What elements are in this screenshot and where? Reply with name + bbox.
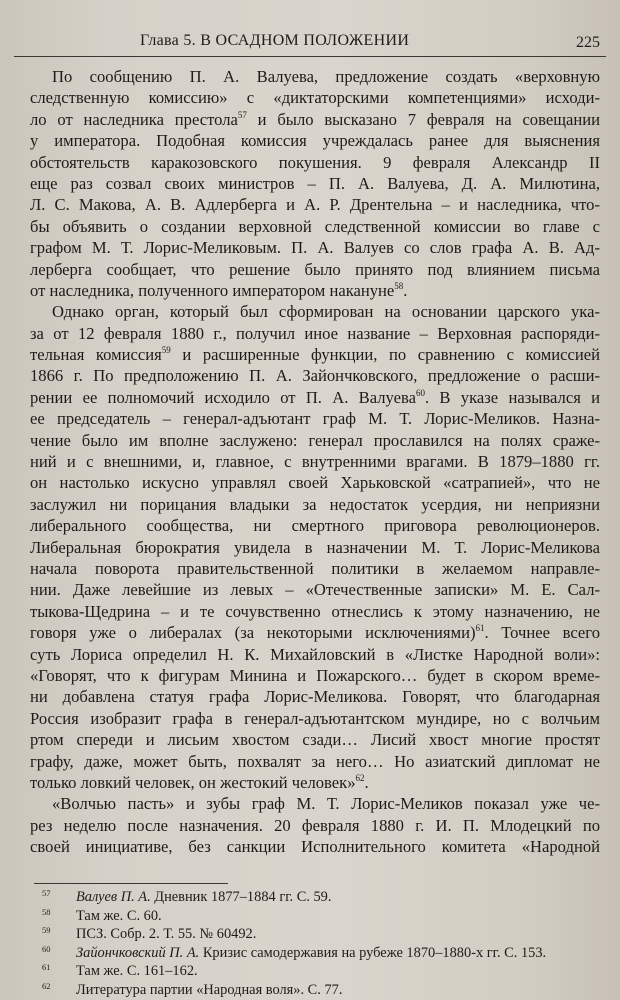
footnote-mark: 62 [355, 772, 365, 783]
text-line: ни добавлена статуя графа Лорис-Меликова. Говорят, что благодарная [30, 687, 600, 707]
page-number: 225 [576, 34, 600, 51]
text-line: чение было им вполне заслужено: генерал прославился на полях сраже- [30, 430, 600, 450]
text-line: начала поворота правительственной политики в желаемом направле- [30, 558, 600, 578]
footnote-mark: 60 [415, 387, 425, 398]
footnote-text: Дневник 1877–1884 гг. С. 59. [150, 889, 332, 905]
text-line: тельная комиссия$^{59}$ и расширенные функции, по сравнению с комиссией [30, 345, 600, 365]
text-line: «Говорят, что к фигурам Минина и Пожарского… будет в скором време- [30, 665, 600, 685]
text-line: графом М. Т. Лорис-Меликовым. П. А. Валуев со слов графа А. В. Ад- [30, 238, 600, 258]
text-line: говоря уже о либералах (за некоторыми исключениями)$^{61}$. Точнее всего [30, 623, 600, 643]
footnote: 62 Литература партии «Народная воля». С. 77. [42, 980, 343, 998]
text-line: обстоятельств каракозовского покушения. 9 февраля Александр II [30, 152, 600, 172]
text-line: он настолько искусно управлял своей Харьковской «сатрапией», что не [30, 473, 600, 493]
text-line: По сообщению П. А. Валуева, предложение создать «верховную [52, 67, 600, 86]
footnote-text: Литература партии «Народная воля». С. 77. [76, 981, 343, 998]
text-line: рении ее полномочий исходило от П. А. Валуева$^{60}$. В указе назывался и [30, 387, 600, 407]
text-line: тыкова-Щедрина – и те сочувственно отнеслись к этому назначению, не [30, 601, 600, 621]
text-line: либерального сообщества, ни смертного приговора революционеров. [30, 516, 600, 536]
text-line: следственную комиссию» с «диктаторскими компетенциями» исходи- [30, 88, 600, 108]
text-line: Л. С. Макова, А. В. Адлерберга и А. Р. Дрентельна – и наследника, что- [30, 195, 600, 215]
text-line: у императора. Подобная комиссия учреждалась ранее для выяснения [30, 131, 600, 151]
text-line: только ловкий человек, он жестокий человек»$^{62}$. [30, 772, 369, 792]
footnote-text: Там же. С. 60. [76, 907, 162, 924]
text-line: графу, даже, может быть, похвалят за него… Но азиатский дипломат не [30, 751, 600, 771]
footnote-divider [34, 883, 228, 884]
main-text [30, 66, 600, 857]
footnote-text: ПСЗ. Собр. 2. Т. 55. № 60492. [76, 926, 257, 943]
text-line: за от 12 февраля 1880 г., получил иное название – Верховная распоряди- [30, 323, 600, 343]
text-line: 1866 г. По предположению П. А. Зайончковского, предложение о расши- [30, 366, 600, 386]
footnote-author: Валуев П. А. [76, 889, 151, 905]
text-line: Россия изобразит графа в генерал-адъютантском мундире, но с волчьим [30, 708, 600, 728]
footnote: 61 Там же. С. 161–162. [42, 962, 198, 980]
text-line: еще раз созвал своих министров – П. А. Валуева, Д. А. Милютина, [30, 173, 600, 193]
text-line: ее председатель – генерал-адъютант граф М. Т. Лорис-Меликов. Назна- [30, 409, 600, 429]
text-line: бы объявить о создании верховной следственной комиссии во главе с [30, 216, 600, 236]
footnote: 58 Там же. С. 60. [42, 906, 162, 924]
text-line: ний и с внешними, и, главное, с внутренними врагами. В 1879–1880 гг. [30, 452, 600, 472]
footnote-mark: 61 [475, 623, 485, 634]
footnote-mark: 57 [237, 109, 247, 120]
footnotes [42, 888, 602, 1000]
text-line: ло от наследника престола$^{57}$ и было высказано 7 февраля на совещании [30, 109, 600, 129]
text-line: рез неделю после назначения. 20 февраля 1880 г. И. П. Млодецкий по [30, 815, 600, 835]
text-line: «Волчью пасть» и зубы граф М. Т. Лорис-Меликов показал уже че- [52, 794, 600, 814]
running-header [14, 30, 606, 57]
footnote-mark: 59 [161, 345, 171, 356]
footnote: 57 Валуев П. А. Дневник 1877–1884 гг. С. 59. [42, 888, 332, 905]
text-line: от наследника, полученного императором накануне$^{58}$. [30, 280, 408, 300]
footnote: 60 Зайончковский П. А. Кризис самодержавия на рубеже 1870–1880-х гг. С. 153. [42, 943, 547, 961]
chapter-title: Глава 5. В ОСАДНОМ ПОЛОЖЕНИИ [140, 32, 410, 49]
text-line: Либеральная бюрократия увидела в назначении М. Т. Лорис-Меликова [30, 537, 600, 557]
footnote-text: Там же. С. 161–162. [76, 963, 198, 980]
footnote: 59 ПСЗ. Собр. 2. Т. 55. № 60492. [42, 925, 257, 943]
text-line: нии. Даже левейшие из левых – «Отечественные записки» М. Е. Сал- [30, 580, 600, 600]
footnote-mark: 58 [394, 280, 404, 291]
footnote-author: Зайончковский П. А. [76, 944, 200, 961]
footnote-text: Кризис самодержавия на рубеже 1870–1880-х гг. С. 153. [199, 944, 547, 961]
text-line: суть Лориса определил Н. К. Михайловский в «Листке Народной воли»: [30, 644, 600, 664]
text-line: Однако орган, который был сформирован на основании царского ука- [52, 302, 600, 322]
text-line: своей инициативе, без санкции Исполнительного комитета «Народной [30, 837, 600, 857]
text-line: лерберга сообщает, что решение было принято под влиянием письма [30, 259, 600, 279]
text-line: заслужил ни порицания владыки за недостаток усердия, ни неприязни [30, 494, 600, 514]
text-line: ртом спереди и лисьим хвостом сзади… Лисий хвост многие простят [30, 730, 600, 750]
